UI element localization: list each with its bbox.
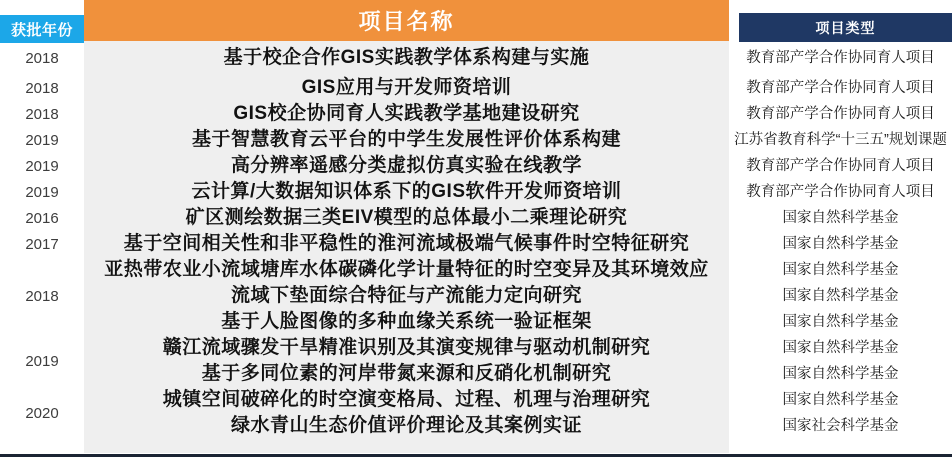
- project-name-cell: 赣江流域骤发干旱精准识别及其演变规律与驱动机制研究: [162, 337, 651, 359]
- table-row: [0, 283, 952, 309]
- table-row: [0, 41, 952, 75]
- project-type-cell: 国家自然科学基金: [782, 235, 899, 252]
- project-type-cell: 国家自然科学基金: [782, 261, 899, 278]
- table-row: [0, 75, 952, 101]
- table-row: [0, 231, 952, 257]
- project-type-cell: 国家自然科学基金: [782, 365, 899, 382]
- table-row: [0, 153, 952, 179]
- project-type-cell: 教育部产学合作协同育人项目: [746, 49, 935, 66]
- project-name-cell: 基于校企合作GIS实践教学体系构建与实施: [223, 47, 590, 69]
- year-cell: 2019: [25, 131, 59, 149]
- project-name-cell: 城镇空间破碎化的时空演变格局、过程、机理与治理研究: [162, 389, 651, 411]
- project-type-cell: 国家自然科学基金: [782, 339, 899, 356]
- project-table: [0, 41, 952, 439]
- table-row: [0, 127, 952, 153]
- project-name-cell: 基于空间相关性和非平稳性的淮河流域极端气候事件时空特征研究: [123, 233, 690, 255]
- table-row: [0, 101, 952, 127]
- project-type-cell: 国家自然科学基金: [782, 313, 899, 330]
- project-type-cell: 教育部产学合作协同育人项目: [746, 79, 935, 96]
- project-name-cell: GIS应用与开发师资培训: [301, 77, 512, 99]
- bottom-rule: [0, 454, 952, 457]
- project-name-cell: 基于智慧教育云平台的中学生发展性评价体系构建: [191, 129, 621, 151]
- year-cell: 2018: [25, 105, 59, 123]
- project-name-cell: 亚热带农业小流域塘库水体碳磷化学计量特征的时空变异及其环境效应: [104, 259, 709, 281]
- table-row: [0, 361, 952, 387]
- project-type-cell: 教育部产学合作协同育人项目: [746, 105, 935, 122]
- year-cell: 2018: [25, 79, 59, 97]
- column-header-project-name: 项目名称: [84, 0, 729, 41]
- project-name-cell: 流域下垫面综合特征与产流能力定向研究: [230, 285, 582, 307]
- column-header-project-type: 项目类型: [739, 13, 952, 42]
- year-cell: 2019: [25, 157, 59, 175]
- year-cell: 2020: [25, 404, 59, 422]
- project-type-cell: 江苏省教育科学“十三五”规划课题: [734, 131, 947, 148]
- year-cell: 2017: [25, 235, 59, 253]
- year-cell: 2019: [25, 183, 59, 201]
- year-cell: 2018: [25, 287, 59, 305]
- project-name-cell: 基于人脸图像的多种血缘关系统一验证框架: [221, 311, 592, 333]
- project-name-cell: 基于多同位素的河岸带氮来源和反硝化机制研究: [201, 363, 612, 385]
- project-type-cell: 国家自然科学基金: [782, 391, 899, 408]
- year-cell: 2018: [25, 49, 59, 67]
- project-name-cell: 高分辨率遥感分类虚拟仿真实验在线教学: [230, 155, 582, 177]
- column-header-approval-year: 获批年份: [0, 15, 84, 43]
- table-row: [0, 335, 952, 361]
- table-row: [0, 179, 952, 205]
- project-name-cell: 云计算/大数据知识体系下的GIS软件开发师资培训: [191, 181, 622, 203]
- year-cell: 2016: [25, 209, 59, 227]
- year-cell: 2019: [25, 352, 59, 370]
- table-row: [0, 387, 952, 413]
- table-row: [0, 309, 952, 335]
- project-type-cell: 教育部产学合作协同育人项目: [746, 157, 935, 174]
- project-table-body: [0, 41, 952, 439]
- project-name-cell: 绿水青山生态价值评价理论及其案例实证: [230, 415, 582, 437]
- project-name-cell: GIS校企协同育人实践教学基地建设研究: [233, 103, 580, 125]
- table-row: [0, 257, 952, 283]
- project-name-cell: 矿区测绘数据三类EIV模型的总体最小二乘理论研究: [185, 207, 628, 229]
- project-type-cell: 国家自然科学基金: [782, 209, 899, 226]
- table-row: [0, 413, 952, 439]
- project-type-cell: 国家自然科学基金: [782, 287, 899, 304]
- project-type-cell: 教育部产学合作协同育人项目: [746, 183, 935, 200]
- project-type-cell: 国家社会科学基金: [782, 417, 899, 434]
- table-row: [0, 205, 952, 231]
